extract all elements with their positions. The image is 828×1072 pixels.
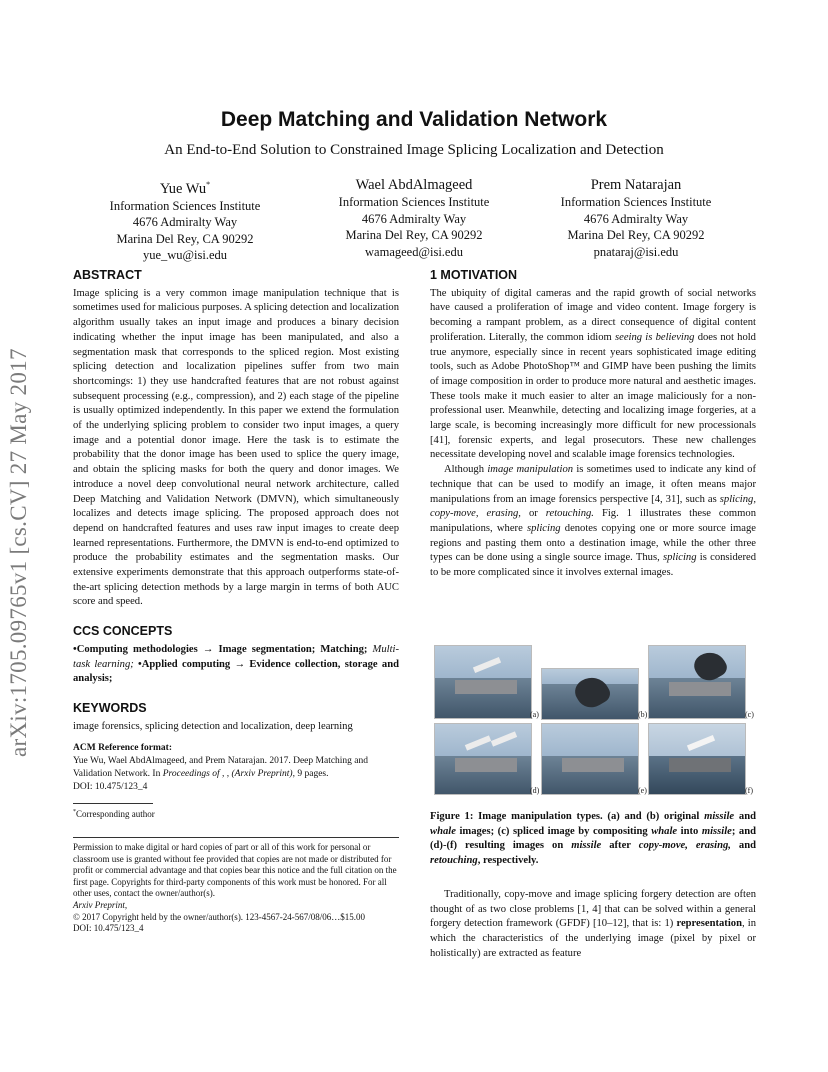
text-run: splicing xyxy=(662,552,697,564)
figure-image-spliced xyxy=(648,645,746,719)
figure-label: (f) xyxy=(745,786,753,795)
text-run: into xyxy=(680,825,699,837)
author-email: pnataraj@isi.edu xyxy=(593,244,679,259)
permission-copyright: © 2017 Copyright held by the owner/author(s). 123-4567-24-567/08/06…$15.00 xyxy=(73,911,366,922)
footnote-text: Corresponding author xyxy=(76,809,155,820)
text-run: after xyxy=(609,840,631,852)
ccs-part: •Applied computing → Evidence collection, storage and analysis; xyxy=(73,658,399,685)
left-column xyxy=(73,268,399,935)
text-run: images; (c) spliced image by compositing xyxy=(459,825,648,837)
author-name: Prem Natarajan xyxy=(590,177,682,193)
author-email: wamageed@isi.edu xyxy=(365,244,463,259)
text-run: , in which the characteristics of the underlying image (pixel by pixel or holistically) are extracted as feature xyxy=(430,918,756,959)
footnote: *Corresponding author xyxy=(73,809,155,820)
author-affiliation: Information Sciences Institute xyxy=(338,195,490,209)
figure-label: (a) xyxy=(530,710,539,719)
permission-doi: DOI: 10.475/123_4 xyxy=(73,923,144,934)
author-address: Marina Del Rey, CA 90292 xyxy=(116,231,254,246)
figure-image-missile xyxy=(434,645,532,719)
keywords-text: image forensics, splicing detection and localization, deep learning xyxy=(73,720,353,732)
figure-caption xyxy=(430,810,756,869)
acm-reference-preprint: (Arxiv Preprint), xyxy=(231,769,295,780)
arxiv-side-stamp: arXiv:1705.09765v1 [cs.CV] 27 May 2017 xyxy=(6,348,31,757)
text-run: splicing, copy-move, erasing, xyxy=(430,493,756,520)
text-run: missile xyxy=(704,811,735,822)
ccs-part: •Computing methodologies → Image segmentation; Matching; xyxy=(73,643,368,655)
text-run: Although xyxy=(444,464,485,476)
text-run: The ubiquity of digital cameras and the rapid growth of social networks have caused a proliferation of image and video content. Image forgery is becoming a rampant problem, as a direct consequence of digital content proliferation. Literally, the common idiom xyxy=(430,287,756,343)
author-address: 4676 Admiralty Way xyxy=(583,211,689,226)
text-run: is sometimes used to indicate any kind of technique that can be used to modify an image, it often means major manipulations from an image forensics perspective [4, 31], such as xyxy=(430,464,757,505)
figure-label: (b) xyxy=(638,710,648,719)
text-run: retouching xyxy=(430,855,478,867)
text-run: Fig. 1 illustrates these common manipulations, where xyxy=(430,508,757,534)
text-run: splicing xyxy=(527,522,561,534)
text-run: and xyxy=(738,811,756,822)
text-run: , respectively. xyxy=(477,855,539,867)
text-run: missile xyxy=(701,825,732,837)
footnote-rule xyxy=(73,803,153,804)
figure-image-copy-move xyxy=(434,723,532,795)
author-block xyxy=(70,176,300,264)
abstract-heading: ABSTRACT xyxy=(73,268,142,282)
permission-rule xyxy=(73,837,399,838)
text-run: Traditionally, copy-move and image splicing forgery detection are often thought of as two close problems [1, 4] that can be solved within a general forgery detection framework (GFDF) [10–12], that is: 1) xyxy=(430,889,756,930)
motivation-heading: 1 MOTIVATION xyxy=(430,268,518,282)
figure-image-retouching xyxy=(648,723,746,795)
author-block xyxy=(299,176,529,260)
ccs-concepts xyxy=(73,643,399,687)
author-name: Yue Wu xyxy=(159,180,207,197)
permission-block xyxy=(73,842,399,935)
text-run: copy-move, erasing, xyxy=(638,840,731,852)
figure-image-erasing xyxy=(541,723,639,795)
text-run: Figure 1: Image manipulation types. (a) and (b) original xyxy=(430,811,700,822)
keywords-heading: KEYWORDS xyxy=(73,700,147,715)
author-affiliation: Information Sciences Institute xyxy=(560,195,712,209)
motivation-paragraph xyxy=(430,463,756,581)
abstract-text: Image splicing is a very common image manipulation technique that is sometimes used for malicious purposes. A splicing detection and localization algorithm usually takes an input image and produces a binary decision indicating whether the input image has been manipulated, and also a segmentation mask that corresponds to the spliced region. Most existing splicing detection and localization pipelines suffer from two main shortcomings: 1) they use handcrafted features that are not robust against subsequent processing (e.g., compression), and 2) each stage of the pipeline is usually optimized independently. In this paper we extend the formulation of the underlying splicing problem to consider two input images, a query image and a potential donor image. Here the task is to estimate the probability that the donor image has been used to splice the query image, and obtain the splicing masks for both the query and donor images. We introduce a novel deep convolutional neural network architecture, called Deep Matching and Validation Network (DMVN), which simultaneously localizes and detects image splicing. The proposed approach does not depend on handcrafted features and uses raw input images to create deep learned representations. Furthermore, the DMVN is end-to-end optimized to produce the probability estimates and the segmentation masks. Our extensive experiments demonstrate that this approach outperforms state-of-the-art splicing detection methods by a large margin in terms of both AUC score and speed. xyxy=(73,287,399,608)
text-run: ; and (d)-(f) resulting images on xyxy=(430,825,757,852)
text-run: whale xyxy=(430,825,456,837)
paper-subtitle: An End-to-End Solution to Constrained Image Splicing Localization and Detection xyxy=(164,142,664,158)
ccs-part: Multi-task learning; xyxy=(73,643,399,670)
text-run: denotes copying one or more source image regions and pasting them onto a destination image, while the other three types can be done using a single source image. Thus, xyxy=(430,522,756,564)
text-run: missile xyxy=(571,840,602,852)
author-name: Wael AbdAlmageed xyxy=(355,177,473,193)
author-email: yue_wu@isi.edu xyxy=(142,248,228,263)
text-run: representation xyxy=(676,918,742,930)
continuation-paragraph xyxy=(430,888,756,962)
figure-image-whale xyxy=(541,668,639,720)
acm-reference-doi: DOI: 10.475/123_4 xyxy=(73,782,148,793)
text-run: does not hold true anymore, especially since in recent years sophisticated image editing tools, such as Adobe PhotoShop™ and GIMP have been pushing the limits of image composition in order to produce more natural and aesthetic images. These tools make it much easier to alter an image maliciously for a non-professional user. Meanwhile, detecting and localizing image forgeries, at a large scale, is becoming increasingly more difficult for new processionals [41], forensic experts, and legal prosecutors. These new challenges necessitate developing novel and scalable image forensics technologies. xyxy=(430,331,756,461)
permission-text: Permission to make digital or hard copies of part or all of this work for personal or classroom use is granted without fee provided that copies are not made or distributed for profit or commercial advantage and that copies bear this notice and the full citation on the first page. Copyrights for third-party components of this work must be honored. For all other uses, contact the owner/author(s). xyxy=(73,841,397,899)
permission-venue: Arxiv Preprint, xyxy=(73,899,128,910)
text-run: seeing is believing xyxy=(615,331,695,343)
figure-label: (e) xyxy=(638,786,647,795)
acm-reference xyxy=(73,742,399,794)
author-address: 4676 Admiralty Way xyxy=(361,211,467,226)
author-address: Marina Del Rey, CA 90292 xyxy=(567,228,705,242)
author-address: 4676 Admiralty Way xyxy=(132,215,238,230)
acm-reference-text: Yue Wu, Wael AbdAlmageed, and Prem Natarajan. 2017. Deep Matching and Validation Network. In xyxy=(73,756,369,780)
text-run: is considered to be more complicated since it involves external images. xyxy=(430,552,757,579)
text-run: whale xyxy=(651,825,678,837)
author-affiliation: Information Sciences Institute xyxy=(109,198,261,213)
acm-reference-pages: 9 pages. xyxy=(297,769,329,780)
acm-reference-proceedings: Proceedings of , , xyxy=(162,769,230,780)
figure-label: (d) xyxy=(530,786,540,795)
author-mark: * xyxy=(206,180,211,189)
paper-title: Deep Matching and Validation Network xyxy=(220,108,608,131)
figure-label: (c) xyxy=(745,710,754,719)
author-address: Marina Del Rey, CA 90292 xyxy=(345,228,483,242)
figure-1 xyxy=(430,640,756,800)
text-run: retouching. xyxy=(545,508,594,520)
right-column xyxy=(430,268,756,581)
motivation-paragraph xyxy=(430,287,756,463)
text-run: or xyxy=(528,508,538,520)
text-run: image manipulation xyxy=(487,464,574,476)
ccs-heading: CCS CONCEPTS xyxy=(73,624,173,639)
author-block xyxy=(521,176,751,260)
text-run: and xyxy=(738,840,756,852)
acm-reference-heading: ACM Reference format: xyxy=(73,743,172,754)
